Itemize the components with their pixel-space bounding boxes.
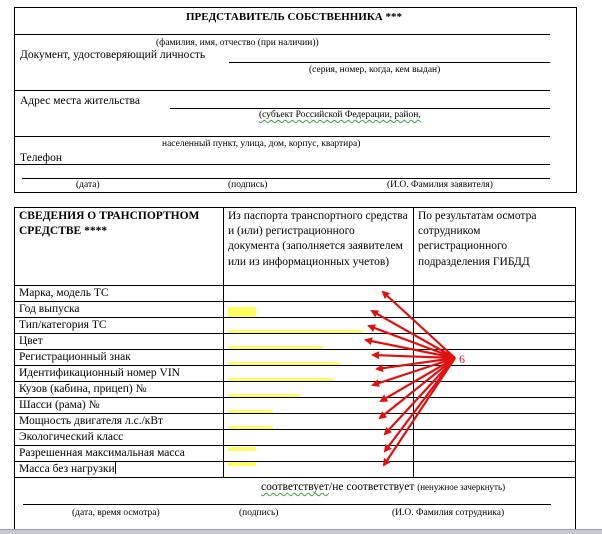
header-inspection-result: По результатам осмотра сотрудником регистрационного подразделения ГИБДД: [414, 208, 576, 286]
fio-hint: (фамилия, имя, отчество (при наличии)): [156, 38, 319, 48]
row-label-reg-plate: Регистрационный знак: [15, 350, 224, 366]
officer-name-caption: (И.О. Фамилия сотрудника): [392, 508, 505, 518]
inspection-datetime-caption: (дата, время осмотра): [72, 508, 160, 518]
arrow-group: [366, 292, 455, 465]
header-from-passport: Из паспорта транспортного средства и (или) регистрационного документа (заполняется заявителем или из информационных учетов): [224, 208, 414, 286]
annotation-label: 6: [459, 352, 465, 366]
address-hint-1: (субъект Российской Федерации, район,: [259, 110, 421, 120]
address-hint-2: населенный пункт, улица, дом, корпус, квартира): [162, 139, 361, 149]
officer-signature-caption: (подпись): [239, 508, 279, 518]
row-label-chassis: Шасси (рама) №: [15, 398, 224, 414]
id-document-label: Документ, удостоверяющий личность: [20, 49, 206, 61]
row-label-body: Кузов (кабина, прицеп) №: [15, 382, 224, 398]
row-label-year: Год выпуска: [15, 302, 224, 318]
row-label-type-category: Тип/категория ТС: [15, 318, 224, 334]
row-label-color: Цвет: [15, 334, 224, 350]
applicant-signature-caption: (подпись): [228, 180, 268, 190]
conformity-not-matches-option[interactable]: не соответствует: [332, 481, 415, 493]
curb-mass-label: Масса без нагрузки: [19, 463, 115, 475]
row-label-max-mass: Разрешенная максимальная масса: [15, 446, 224, 462]
engine-power-label: Мощность двигателя л.с./кВт: [19, 415, 164, 427]
phone-label: Телефон: [20, 152, 63, 164]
header-vehicle-info: СВЕДЕНИЯ О ТРАНСПОРТНОМ СРЕДСТВЕ ****: [15, 208, 224, 286]
conformity-matches-option[interactable]: соответствует: [261, 481, 330, 493]
representative-title: ПРЕДСТАВИТЕЛЬ СОБСТВЕННИКА ***: [186, 11, 402, 23]
row-label-vin: Идентификационный номер VIN: [15, 366, 224, 382]
row-label-make-model: Марка, модель ТС: [15, 286, 224, 302]
applicant-name-caption: (И.О. Фамилия заявителя): [387, 180, 493, 190]
id-document-hint: (серия, номер, когда, кем выдан): [309, 65, 441, 75]
row-label-eco-class: Экологический класс: [15, 430, 224, 446]
conformity-note: (ненужное зачеркнуть): [417, 482, 506, 492]
applicant-date-caption: (дата): [76, 180, 100, 190]
conformity-separator: /: [329, 481, 333, 493]
window-bottom-edge: [0, 529, 602, 534]
address-label: Адрес места жительства: [20, 95, 140, 107]
